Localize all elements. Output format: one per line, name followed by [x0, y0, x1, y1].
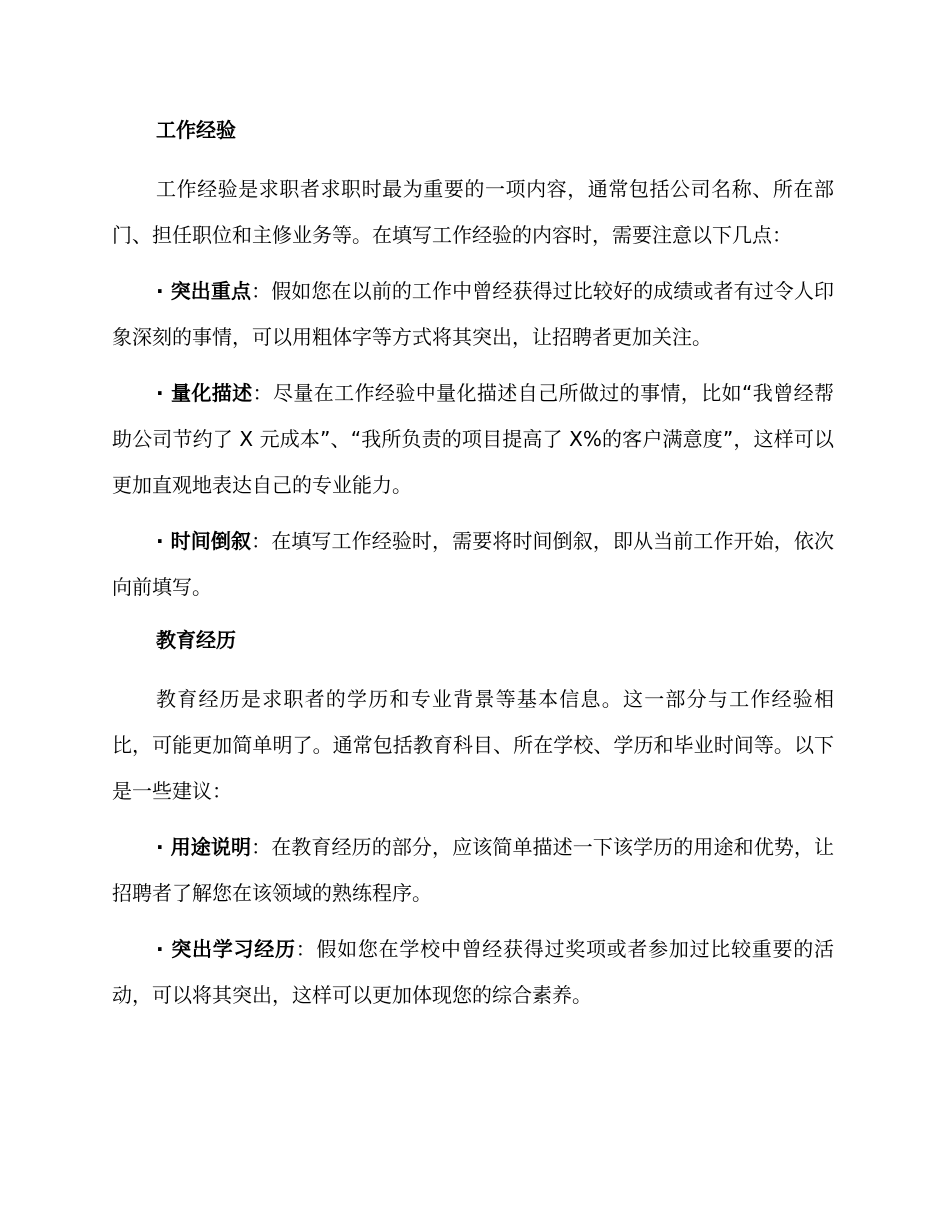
section-heading: 工作经验: [156, 118, 236, 142]
bullet-item: [112, 926, 834, 1018]
bullet-item: [112, 518, 834, 610]
bullet-text: ：假如您在以前的工作中曾经获得过比较好的成绩或者有过令人印象深刻的事情，可以用粗体字等方式将其突出，让招聘者更加关注。: [112, 279, 835, 349]
section-intro: 教育经历是求职者的学历和专业背景等基本信息。这一部分与工作经验相比，可能更加简单明了。通常包括教育科目、所在学校、学历和毕业时间等。以下是一些建议：: [112, 687, 834, 803]
bullet-item: [112, 824, 834, 916]
document-page: [112, 110, 834, 1028]
section-education: [112, 620, 834, 1018]
section-work-experience: [112, 110, 834, 610]
bullet-title: · 突出重点: [156, 279, 252, 303]
bullet-text: ：在填写工作经验时，需要将时间倒叙，即从当前工作开始，依次向前填写。: [112, 529, 835, 599]
section-intro: 工作经验是求职者求职时最为重要的一项内容，通常包括公司名称、所在部门、担任职位和主修业务等。在填写工作经验的内容时，需要注意以下几点：: [112, 177, 834, 247]
bullet-title: · 量化描述: [156, 381, 253, 405]
section-heading: 教育经历: [156, 628, 236, 652]
bullet-title: · 突出学习经历: [156, 937, 296, 961]
bullet-text: ：尽量在工作经验中量化描述自己所做过的事情，比如“我曾经帮助公司节约了 X 元成本”、“我所负责的项目提高了 X%的客户满意度”，这样可以更加直观地表达自己的专业能力。: [112, 381, 834, 497]
bullet-title: · 时间倒叙: [156, 529, 252, 553]
bullet-item: [112, 268, 834, 360]
bullet-item: [112, 370, 834, 508]
bullet-text: ：在教育经历的部分，应该简单描述一下该学历的用途和优势，让招聘者了解您在该领域的熟练程序。: [112, 835, 835, 905]
bullet-title: · 用途说明: [156, 835, 252, 859]
bullet-text: ：假如您在学校中曾经获得过奖项或者参加过比较重要的活动，可以将其突出，这样可以更加体现您的综合素养。: [112, 937, 834, 1007]
